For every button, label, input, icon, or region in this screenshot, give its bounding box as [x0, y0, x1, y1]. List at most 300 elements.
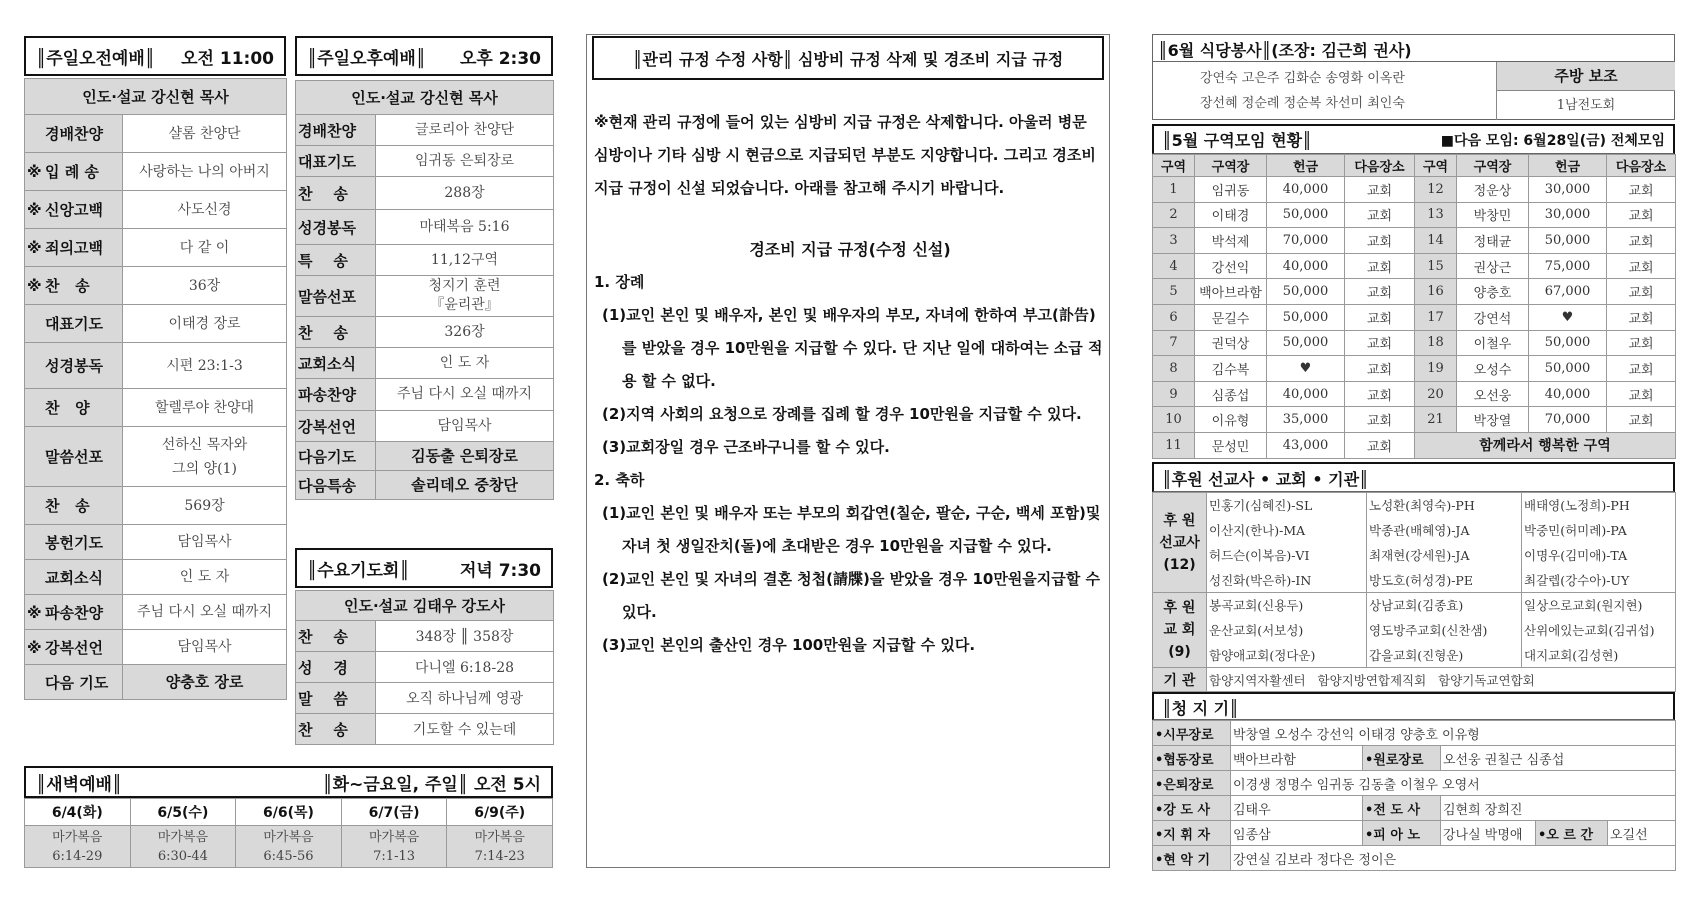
morning-row-value: 선하신 목자와 그의 양(1) — [123, 427, 287, 487]
supported-church: 산위에있는교회(김귀섭) — [1522, 618, 1676, 643]
afternoon-row-value: 인 도 자 — [376, 348, 554, 379]
afternoon-row-label: 특 송 — [296, 245, 376, 276]
group-cell: 12 — [1415, 177, 1457, 203]
wednesday-row-value: 기도할 수 있는데 — [376, 714, 554, 745]
morning-row — [25, 595, 287, 630]
group-cell: 정운상 — [1457, 177, 1529, 203]
stand-mark: ※ — [27, 277, 42, 295]
group-cell: 75,000 — [1529, 253, 1607, 279]
groups-row — [1153, 407, 1676, 433]
notice-celebration-item: (1)교인 본인 및 배우자 또는 부모의 회갑연(칠순, 팔순, 구순, 백세 포함)및 자녀 첫 생일잔치(돌)에 초대받은 경우 10만원을 지급할 수 있다. — [602, 504, 1101, 555]
groups-next-meeting: ■다음 모임: 6월28일(금) 전체모임 — [1440, 132, 1665, 149]
steward-conductor: 임종삼 — [1231, 821, 1363, 846]
steward-label-senior-elder: •원로장로 — [1363, 746, 1441, 771]
afternoon-row-label: 찬 송 — [296, 177, 376, 210]
mission-missionary-row — [1153, 518, 1676, 543]
group-cell: 50,000 — [1267, 202, 1345, 228]
morning-row — [25, 115, 287, 153]
morning-row — [25, 267, 287, 305]
groups-row — [1153, 356, 1676, 382]
kitchen-title: ║6월 식당봉사║(조장: 김근희 권사) — [1158, 41, 1412, 60]
morning-row — [25, 389, 287, 427]
groups-row — [1153, 432, 1676, 458]
mission-table — [1152, 492, 1676, 692]
steward-label-conductor: •지 휘 자 — [1153, 821, 1231, 846]
afternoon-row — [296, 411, 554, 442]
wednesday-row — [296, 652, 554, 683]
dawn-day: 6/6(목) — [236, 799, 342, 826]
group-cell: 이태경 — [1195, 202, 1267, 228]
steward-evangelists: 김현희 장희진 — [1441, 796, 1676, 821]
mission-missionary-row — [1153, 568, 1676, 593]
wednesday-service-table — [295, 590, 554, 745]
dawn-reading: 마가복음 7:14-23 — [447, 826, 553, 868]
steward-label-organ: •오 르 간 — [1536, 821, 1608, 846]
group-cell: ♥ — [1267, 356, 1345, 382]
afternoon-row-label: 다음기도 — [296, 442, 376, 471]
groups-row — [1153, 202, 1676, 228]
group-cell: 교회 — [1607, 228, 1676, 254]
supported-church: 갑을교회(진형운) — [1367, 643, 1522, 668]
kitchen-line-2: 장선혜 정순례 정순복 차선미 최인숙 — [1200, 96, 1405, 111]
stewards-header — [1152, 692, 1675, 720]
stand-mark: ※ — [27, 239, 42, 257]
afternoon-row — [296, 245, 554, 276]
wednesday-row-label: 성 경 — [296, 652, 376, 683]
missionary-name: 성진화(박은하)-IN — [1207, 568, 1367, 593]
afternoon-row-value: 288장 — [376, 177, 554, 210]
morning-officiant: 인도·설교 강신현 목사 — [25, 79, 287, 115]
group-cell: 4 — [1153, 253, 1195, 279]
group-cell: 1 — [1153, 177, 1195, 203]
dawn-service-header — [24, 766, 553, 798]
notice-subtitle: 경조비 지급 규정(수정 신설) — [749, 240, 951, 259]
dawn-reading: 마가복음 6:14-29 — [25, 826, 131, 868]
missionary-name: 최갈렙(강수아)-UY — [1522, 568, 1676, 593]
notice-funeral-item: (2)지역 사회의 요청으로 장례를 집례 할 경우 10만원을 지급할 수 있다. — [602, 405, 1082, 423]
morning-row — [25, 191, 287, 229]
group-cell: 이유형 — [1195, 407, 1267, 433]
group-cell: 8 — [1153, 356, 1195, 382]
afternoon-row-label: 대표기도 — [296, 146, 376, 177]
groups-row — [1153, 330, 1676, 356]
group-cell: 교회 — [1607, 407, 1676, 433]
group-cell: 교회 — [1607, 177, 1676, 203]
notice-section-2: 2. 축하 — [594, 471, 645, 489]
group-cell: 10 — [1153, 407, 1195, 433]
group-cell: 19 — [1415, 356, 1457, 382]
dawn-readings-row — [25, 826, 553, 868]
groups-row — [1153, 304, 1676, 330]
group-cell: 2 — [1153, 202, 1195, 228]
stand-mark: ※ — [27, 163, 42, 181]
missionary-name: 이산지(한나)-MA — [1207, 518, 1367, 543]
dawn-reading: 마가복음 6:45-56 — [236, 826, 342, 868]
supported-church: 봉곡교회(신용두) — [1207, 593, 1367, 618]
morning-row — [25, 305, 287, 343]
steward-retired-elders: 이경생 정명수 임귀동 김동출 이철우 오영서 — [1231, 771, 1676, 796]
afternoon-row-value: 326장 — [376, 317, 554, 348]
group-cell: 교회 — [1607, 253, 1676, 279]
afternoon-row-label: 파송찬양 — [296, 379, 376, 411]
morning-row-label — [25, 191, 123, 229]
morning-row-value: 36장 — [123, 267, 287, 305]
morning-row-label — [25, 343, 123, 389]
group-cell: 35,000 — [1267, 407, 1345, 433]
mission-org-row — [1153, 668, 1676, 692]
kitchen-volunteers — [1200, 66, 1490, 116]
afternoon-row — [296, 177, 554, 210]
group-cell: 교회 — [1345, 432, 1415, 458]
group-cell: 이철우 — [1457, 330, 1529, 356]
dawn-day: 6/4(화) — [25, 799, 131, 826]
steward-strings: 강연실 김보라 정다은 정이은 — [1231, 846, 1676, 871]
group-cell: 오선웅 — [1457, 381, 1529, 407]
groups-row — [1153, 279, 1676, 305]
wednesday-officiant: 인도·설교 김태우 강도사 — [296, 591, 554, 621]
group-cell: 교회 — [1607, 356, 1676, 382]
group-cell: 교회 — [1345, 330, 1415, 356]
afternoon-row-label: 찬 송 — [296, 317, 376, 348]
morning-row — [25, 630, 287, 665]
group-cell: 교회 — [1607, 279, 1676, 305]
group-cell: 교회 — [1345, 202, 1415, 228]
dawn-reading: 마가복음 7:1-13 — [341, 826, 447, 868]
morning-row-value: 양충호 장로 — [123, 665, 287, 700]
group-cell: 박석제 — [1195, 228, 1267, 254]
group-cell: 교회 — [1345, 177, 1415, 203]
group-cell: 교회 — [1607, 304, 1676, 330]
steward-label-retired-elder: •은퇴장로 — [1153, 771, 1231, 796]
group-cell: 67,000 — [1529, 279, 1607, 305]
afternoon-row — [296, 317, 554, 348]
groups-column-header: 다음장소 — [1345, 155, 1415, 177]
groups-table — [1152, 154, 1676, 459]
mission-church-row — [1153, 618, 1676, 643]
group-cell: 18 — [1415, 330, 1457, 356]
group-cell: 5 — [1153, 279, 1195, 305]
groups-column-header: 헌금 — [1267, 155, 1345, 177]
dawn-day: 6/5(수) — [130, 799, 236, 826]
morning-row-label-text: 찬 양 — [45, 399, 90, 417]
group-cell: 30,000 — [1529, 177, 1607, 203]
notice-header — [592, 36, 1104, 80]
group-cell: 박장열 — [1457, 407, 1529, 433]
mission-title: ║후원 선교사 • 교회 • 기관║ — [1162, 470, 1369, 489]
wednesday-service-header — [295, 548, 553, 588]
stand-mark: ※ — [27, 603, 42, 622]
mission-org-label: 기 관 — [1153, 668, 1207, 692]
steward-organ: 오길선 — [1608, 821, 1676, 846]
group-cell: 70,000 — [1529, 407, 1607, 433]
morning-row-value: 시편 23:1-3 — [123, 343, 287, 389]
afternoon-row — [296, 348, 554, 379]
morning-row — [25, 525, 287, 560]
steward-pastor: 김태우 — [1231, 796, 1363, 821]
morning-row — [25, 560, 287, 595]
group-cell: 임귀동 — [1195, 177, 1267, 203]
group-cell: 50,000 — [1529, 330, 1607, 356]
mission-org-list: 함양지역자활센터 함양지방연합제직회 함양기독교연합회 — [1207, 668, 1676, 692]
morning-row-label — [25, 267, 123, 305]
morning-row-value: 사랑하는 나의 아버지 — [123, 153, 287, 191]
morning-row-label-text: 성경봉독 — [45, 357, 103, 375]
afternoon-row-label: 교회소식 — [296, 348, 376, 379]
morning-row-label-text: 입 례 송 — [45, 163, 99, 181]
steward-label-strings: •현 악 기 — [1153, 846, 1231, 871]
morning-row-label-text: 말씀선포 — [45, 448, 103, 466]
missionary-name: 박종관(배혜영)-JA — [1367, 518, 1522, 543]
wednesday-service-title: ║수요기도회║ — [307, 560, 410, 581]
steward-piano: 강나실 박명애 — [1441, 821, 1536, 846]
group-cell: 교회 — [1345, 279, 1415, 305]
group-cell: 강선익 — [1195, 253, 1267, 279]
dawn-day: 6/7(금) — [341, 799, 447, 826]
morning-row-label — [25, 630, 123, 665]
afternoon-row — [296, 276, 554, 317]
morning-row-value: 다 같 이 — [123, 229, 287, 267]
dawn-service-table — [24, 798, 553, 868]
steward-label-active-elder: •시무장로 — [1153, 721, 1231, 746]
notice-title: ║관리 규정 수정 사항║ 심방비 규정 삭제 및 경조비 지급 규정 — [632, 49, 1064, 69]
morning-row-label — [25, 487, 123, 525]
morning-row-label — [25, 595, 123, 630]
steward-coop-elders: 백아브라함 — [1231, 746, 1363, 771]
missionary-name: 방도호(허성경)-PE — [1367, 568, 1522, 593]
groups-title: ║5월 구역모임 현황║ — [1162, 131, 1312, 150]
morning-row-label — [25, 560, 123, 595]
group-cell: 박창민 — [1457, 202, 1529, 228]
morning-row-label — [25, 153, 123, 191]
group-cell: 13 — [1415, 202, 1457, 228]
morning-row-value: 사도신경 — [123, 191, 287, 229]
afternoon-row-value: 담임목사 — [376, 411, 554, 442]
afternoon-row-label: 강복선언 — [296, 411, 376, 442]
group-cell: 교회 — [1345, 304, 1415, 330]
group-cell: 교회 — [1607, 381, 1676, 407]
supported-church: 영도방주교회(신찬샘) — [1367, 618, 1522, 643]
group-cell: 교회 — [1345, 356, 1415, 382]
group-cell: 김수복 — [1195, 356, 1267, 382]
groups-row — [1153, 228, 1676, 254]
kitchen-header — [1152, 34, 1675, 62]
morning-row-value: 569장 — [123, 487, 287, 525]
missionary-name: 노성환(최영숙)-PH — [1367, 493, 1522, 518]
mission-missionary-row — [1153, 543, 1676, 568]
group-cell: 권상근 — [1457, 253, 1529, 279]
morning-row-label-text: 봉헌기도 — [45, 533, 103, 552]
afternoon-row-value: 주님 다시 오실 때까지 — [376, 379, 554, 411]
morning-row-label — [25, 427, 123, 487]
stewards-title: ║청 지 기║ — [1162, 699, 1239, 718]
morning-row — [25, 343, 287, 389]
kitchen-assist-label: 주방 보조 — [1496, 62, 1675, 91]
morning-row-label — [25, 229, 123, 267]
afternoon-row-value: 김동출 은퇴장로 — [376, 442, 554, 471]
morning-row-label — [25, 305, 123, 343]
group-cell: 50,000 — [1267, 330, 1345, 356]
groups-header-row — [1153, 155, 1676, 177]
stand-mark: ※ — [27, 201, 42, 219]
dawn-days-row — [25, 799, 553, 826]
missionary-name: 최재현(강세원)-JA — [1367, 543, 1522, 568]
group-cell: 7 — [1153, 330, 1195, 356]
groups-column-header: 구역장 — [1195, 155, 1267, 177]
group-cell: 50,000 — [1267, 279, 1345, 305]
group-cell: ♥ — [1529, 304, 1607, 330]
morning-row-label — [25, 525, 123, 560]
wednesday-row-value: 다니엘 6:18-28 — [376, 652, 554, 683]
steward-label-piano: •피 아 노 — [1363, 821, 1441, 846]
afternoon-row-value: 마태복음 5:16 — [376, 210, 554, 245]
steward-label-pastor: •강 도 사 — [1153, 796, 1231, 821]
morning-service-title: ║주일오전예배║ — [36, 48, 156, 69]
notice-body — [594, 106, 1106, 662]
group-cell: 권덕상 — [1195, 330, 1267, 356]
steward-label-coop-elder: •협동장로 — [1153, 746, 1231, 771]
dawn-day: 6/9(주) — [447, 799, 553, 826]
kitchen-assist-value: 1남전도회 — [1496, 91, 1675, 120]
supported-church: 함양애교회(정다운) — [1207, 643, 1367, 668]
notice-funeral-item: (3)교회장일 경우 근조바구니를 할 수 있다. — [602, 438, 890, 456]
steward-label-evangelist: •전 도 사 — [1363, 796, 1441, 821]
afternoon-row-value: 11,12구역 — [376, 245, 554, 276]
afternoon-row-label: 성경봉독 — [296, 210, 376, 245]
group-cell: 17 — [1415, 304, 1457, 330]
group-cell: 40,000 — [1267, 177, 1345, 203]
notice-section-1: 1. 장례 — [594, 273, 645, 291]
notice-intro: ※현재 관리 규정에 들어 있는 심방비 지급 규정은 삭제합니다. 아울러 병문 심방이나 기타 심방 시 현금으로 지급되던 부분도 지양합니다. 그리고 경조비 지급 규정이 신설 되었습니다. 아래를 참고해 주시기 바랍니다. — [594, 113, 1096, 197]
group-cell: 50,000 — [1529, 228, 1607, 254]
afternoon-service-header — [295, 36, 553, 76]
supported-church: 일상으로교회(원지현) — [1522, 593, 1676, 618]
morning-service-table — [24, 78, 287, 700]
mission-missionary-label: 후 원 선교사 (12) — [1153, 493, 1207, 593]
group-cell: 3 — [1153, 228, 1195, 254]
morning-row-value: 주님 다시 오실 때까지 — [123, 595, 287, 630]
group-cell: 정태균 — [1457, 228, 1529, 254]
morning-row-label-text: 찬 송 — [45, 497, 90, 515]
group-cell: 40,000 — [1267, 253, 1345, 279]
afternoon-row-label: 말씀선포 — [296, 276, 376, 317]
notice-celebration-item: (3)교인 본인의 출산인 경우 100만원을 지급할 수 있다. — [602, 636, 976, 654]
group-cell: 9 — [1153, 381, 1195, 407]
group-cell: 43,000 — [1267, 432, 1345, 458]
kitchen-line-1: 강연숙 고은주 김화순 송영화 이옥란 — [1200, 71, 1405, 86]
group-cell: 16 — [1415, 279, 1457, 305]
supported-church: 대지교회(김성현) — [1522, 643, 1676, 668]
morning-row-value: 이태경 장로 — [123, 305, 287, 343]
morning-row — [25, 487, 287, 525]
groups-row — [1153, 177, 1676, 203]
group-cell: 30,000 — [1529, 202, 1607, 228]
missionary-name: 이명우(김미애)-TA — [1522, 543, 1676, 568]
morning-row — [25, 665, 287, 700]
groups-header — [1152, 124, 1675, 154]
dawn-reading: 마가복음 6:30-44 — [130, 826, 236, 868]
group-cell: 40,000 — [1267, 381, 1345, 407]
afternoon-service-time: 오후 2:30 — [459, 48, 541, 69]
wednesday-service-time: 저녁 7:30 — [459, 560, 541, 581]
morning-row-label — [25, 665, 123, 700]
morning-row-value: 샬롬 찬양단 — [123, 115, 287, 153]
group-cell: 40,000 — [1529, 381, 1607, 407]
wednesday-row-value: 오직 하나님께 영광 — [376, 683, 554, 714]
group-cell: 14 — [1415, 228, 1457, 254]
groups-column-header: 구역 — [1153, 155, 1195, 177]
group-cell: 50,000 — [1267, 304, 1345, 330]
group-cell: 50,000 — [1529, 356, 1607, 382]
group-cell: 오성수 — [1457, 356, 1529, 382]
morning-row-value: 인 도 자 — [123, 560, 287, 595]
notice-funeral-item: (1)교인 본인 및 배우자, 본인 및 배우자의 부모, 자녀에 한하여 부고(訃告)를 받았을 경우 10만원을 지급할 수 있다. 단 지난 일에 대하여는 소급 적용 할 수 없다. — [602, 306, 1103, 390]
groups-row — [1153, 381, 1676, 407]
afternoon-row — [296, 115, 554, 146]
missionary-name: 민홍기(심혜진)-SL — [1207, 493, 1367, 518]
groups-footer: 함께라서 행복한 구역 — [1415, 432, 1676, 458]
group-cell: 백아브라함 — [1195, 279, 1267, 305]
morning-row-value: 할렐루야 찬양대 — [123, 389, 287, 427]
group-cell: 양충호 — [1457, 279, 1529, 305]
morning-row-label-text: 신앙고백 — [45, 201, 103, 219]
group-cell: 교회 — [1345, 253, 1415, 279]
afternoon-row — [296, 146, 554, 177]
wednesday-row-value: 348장 ║ 358장 — [376, 621, 554, 652]
group-cell: 문성민 — [1195, 432, 1267, 458]
groups-column-header: 헌금 — [1529, 155, 1607, 177]
afternoon-service-title: ║주일오후예배║ — [307, 48, 427, 69]
afternoon-row-value: 임귀동 은퇴장로 — [376, 146, 554, 177]
afternoon-service-table — [295, 80, 554, 500]
missionary-name: 허드슨(이복음)-VI — [1207, 543, 1367, 568]
morning-row-value: 담임목사 — [123, 630, 287, 665]
mission-church-row — [1153, 593, 1676, 618]
mission-church-row — [1153, 643, 1676, 668]
notice-celebration-item: (2)교인 본인 및 자녀의 결혼 청첩(請牒)을 받았을 경우 10만원을지급할 수 있다. — [602, 570, 1100, 621]
afternoon-row — [296, 471, 554, 500]
groups-column-header: 구역장 — [1457, 155, 1529, 177]
afternoon-row — [296, 379, 554, 411]
morning-row — [25, 229, 287, 267]
missionary-name: 배태영(노정희)-PH — [1522, 493, 1676, 518]
group-cell: 교회 — [1345, 381, 1415, 407]
group-cell: 심종섭 — [1195, 381, 1267, 407]
group-cell: 문길수 — [1195, 304, 1267, 330]
afternoon-row-label: 다음특송 — [296, 471, 376, 500]
morning-row-value: 담임목사 — [123, 525, 287, 560]
wednesday-row-label: 찬 송 — [296, 714, 376, 745]
steward-active-elders: 박창열 오성수 강선익 이태경 양충호 이유형 — [1231, 721, 1676, 746]
dawn-service-title: ║새벽예배║ — [36, 774, 123, 795]
afternoon-row-value: 글로리아 찬양단 — [376, 115, 554, 146]
mission-church-label: 후 원 교 회 (9) — [1153, 593, 1207, 668]
supported-church: 운산교회(서보성) — [1207, 618, 1367, 643]
morning-row-label-text: 다음 기도 — [45, 673, 109, 692]
afternoon-row-label: 경배찬양 — [296, 115, 376, 146]
morning-row-label-text: 파송찬양 — [45, 603, 103, 622]
groups-column-header: 다음장소 — [1607, 155, 1676, 177]
wednesday-row — [296, 683, 554, 714]
afternoon-officiant: 인도·설교 강신현 목사 — [296, 81, 554, 115]
wednesday-row — [296, 714, 554, 745]
morning-row — [25, 153, 287, 191]
missionary-name: 박중민(허미례)-PA — [1522, 518, 1676, 543]
group-cell: 6 — [1153, 304, 1195, 330]
afternoon-row-value: 솔리데오 중창단 — [376, 471, 554, 500]
wednesday-row-label: 찬 송 — [296, 621, 376, 652]
group-cell: 강연석 — [1457, 304, 1529, 330]
group-cell: 교회 — [1607, 202, 1676, 228]
